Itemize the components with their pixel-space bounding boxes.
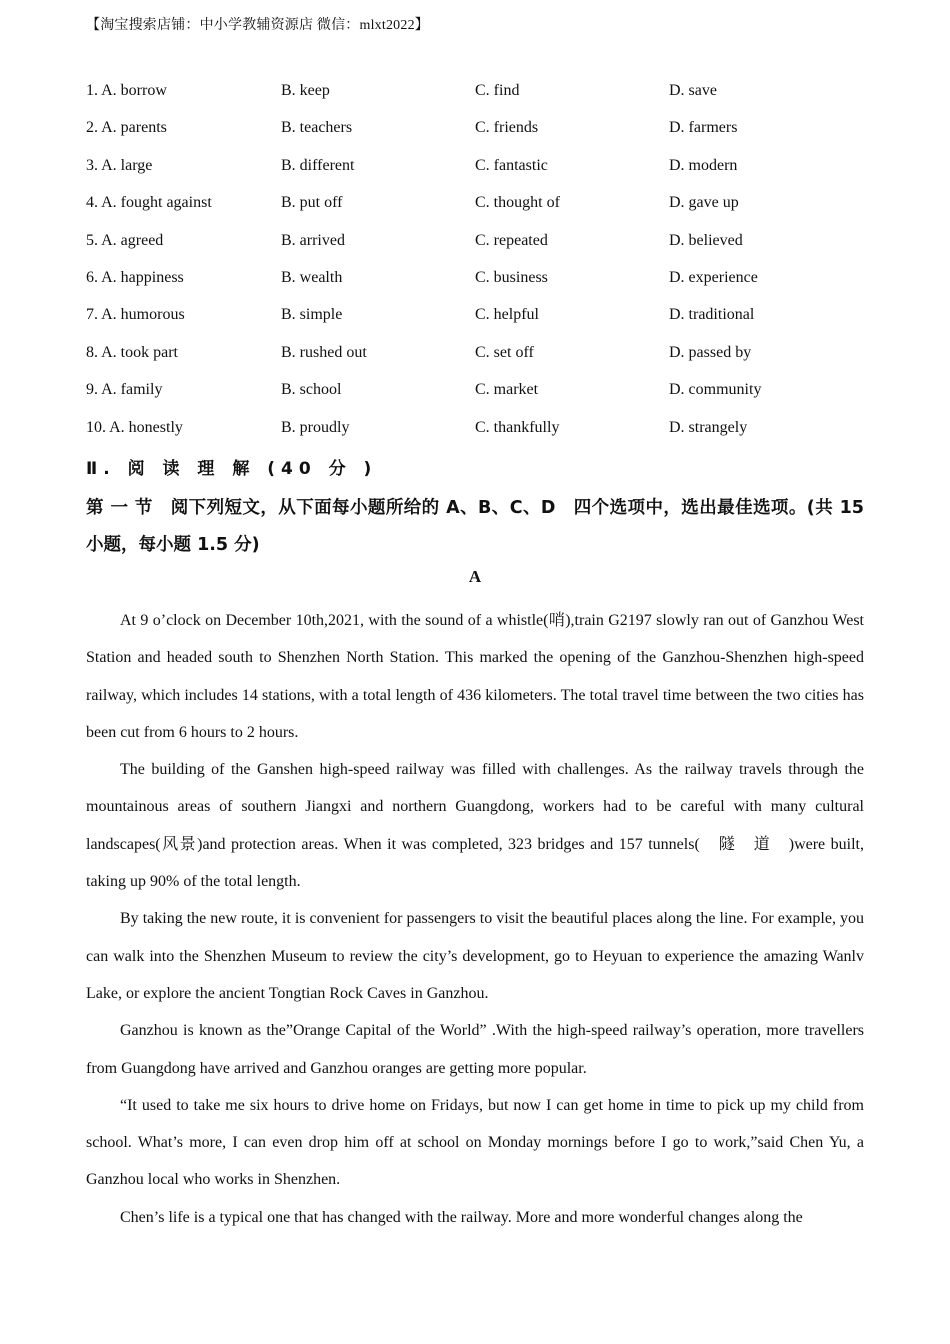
- option-b: B. proudly: [281, 418, 350, 436]
- passage-paragraph: The building of the Ganshen high-speed railway was filled with challenges. As the railway travels through the mountainous areas of southern Jiangxi and northern Guangdong, workers had to be careful with many cultural landscapes(风景)and protection areas. When it was completed, 323 bridges and 157 tunnels( 隧 道 )were built, taking up 90% of the total length.: [86, 761, 864, 891]
- option-row: [86, 417, 886, 454]
- option-c: C. repeated: [475, 231, 548, 249]
- option-a: 9. A. family: [86, 381, 163, 399]
- header-note: 【淘宝搜索店铺：中小学教辅资源店 微信：mlxt2022】: [86, 18, 429, 33]
- option-d: D. passed by: [669, 343, 752, 361]
- option-c: C. find: [475, 82, 520, 99]
- option-c: C. thought of: [475, 194, 560, 212]
- option-b: B. school: [281, 381, 342, 399]
- section-title: Ⅱ. 阅 读 理 解 (40 分 ): [86, 459, 378, 479]
- option-row: [86, 379, 886, 416]
- option-row: [86, 304, 886, 341]
- option-d: D. gave up: [669, 194, 739, 212]
- cloze-options-list: [86, 80, 886, 454]
- passage-paragraph: By taking the new route, it is convenient for passengers to visit the beautiful places along the line. For example, you can walk into the Shenzhen Museum to review the city’s development, go to Heyuan to experience the amazing Wanlv Lake, or explore the ancient Tongtian Rock Caves in Ganzhou.: [86, 910, 864, 1002]
- option-a: 5. A. agreed: [86, 231, 164, 249]
- option-c: C. helpful: [475, 306, 539, 324]
- option-a: 4. A. fought against: [86, 194, 212, 212]
- section-instruction: 第 一 节 阅下列短文，从下面每小题所给的 A、B、C、D 四个选项中，选出最佳选项。(共 15 小题，每小题 1.5 分): [86, 498, 864, 555]
- option-a: 1. A. borrow: [86, 82, 167, 99]
- option-a: 6. A. happiness: [86, 268, 184, 286]
- option-a: 10. A. honestly: [86, 418, 183, 436]
- option-row: [86, 230, 886, 267]
- option-c: C. business: [475, 268, 548, 286]
- option-b: B. teachers: [281, 119, 353, 137]
- passage-paragraph: “It used to take me six hours to drive home on Fridays, but now I can get home in time to pick up my child from school. What’s more, I can even drop him off at school on Monday mornings before I go to work,”said Chen Yu, a Ganzhou local who works in Shenzhen.: [86, 1096, 864, 1189]
- option-b: B. arrived: [281, 231, 345, 249]
- option-b: B. rushed out: [281, 343, 367, 361]
- option-c: C. set off: [475, 343, 534, 361]
- option-row: [86, 342, 886, 379]
- passage-paragraph: Ganzhou is known as the”Orange Capital of the World” .With the high-speed railway’s operation, more travellers from Guangdong have arrived and Ganzhou oranges are getting more popular.: [86, 1022, 864, 1077]
- option-c: C. thankfully: [475, 418, 560, 436]
- option-row: [86, 155, 886, 192]
- option-b: B. keep: [281, 82, 330, 99]
- option-a: 2. A. parents: [86, 119, 167, 137]
- option-c: C. fantastic: [475, 156, 548, 174]
- option-b: B. put off: [281, 194, 343, 212]
- option-b: B. simple: [281, 306, 343, 324]
- option-d: D. farmers: [669, 119, 738, 137]
- passage-body: [86, 602, 864, 1236]
- option-a: 3. A. large: [86, 156, 153, 174]
- option-b: B. wealth: [281, 268, 343, 286]
- option-d: D. strangely: [669, 418, 748, 436]
- option-row: [86, 267, 886, 304]
- passage-title: A: [468, 567, 482, 586]
- option-a: 8. A. took part: [86, 343, 178, 361]
- option-c: C. market: [475, 381, 539, 399]
- option-d: D. modern: [669, 156, 738, 174]
- option-d: D. community: [669, 381, 762, 399]
- option-a: 7. A. humorous: [86, 306, 185, 324]
- option-row: [86, 80, 886, 117]
- passage-paragraph: Chen’s life is a typical one that has changed with the railway. More and more wonderful changes along the: [120, 1208, 803, 1226]
- option-d: D. experience: [669, 268, 758, 286]
- passage-paragraph: At 9 o’clock on December 10th,2021, with the sound of a whistle(哨),train G2197 slowly ran out of Ganzhou West Station and headed south to Shenzhen North Station. This marked the opening of the Ganzhou-Shenzhen high-speed railway, which includes 14 stations, with a total length of 436 kilometers. The total travel time between the two cities has been cut from 6 hours to 2 hours.: [86, 612, 864, 741]
- option-row: [86, 117, 886, 154]
- option-row: [86, 192, 886, 229]
- option-d: D. save: [669, 82, 717, 99]
- option-d: D. believed: [669, 231, 743, 249]
- option-d: D. traditional: [669, 306, 755, 324]
- option-b: B. different: [281, 156, 355, 174]
- option-c: C. friends: [475, 119, 539, 137]
